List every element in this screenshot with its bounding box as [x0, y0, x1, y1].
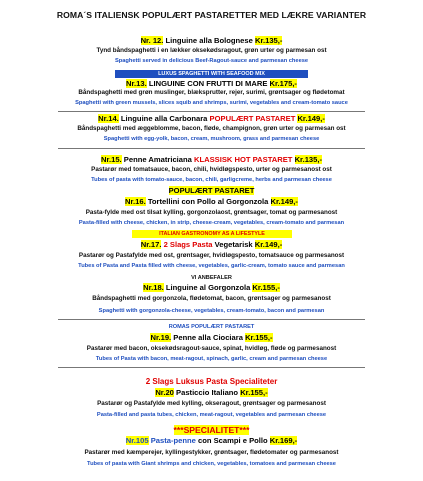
- item-16-banner: POPULÆRT PASTARET: [168, 186, 255, 195]
- item-20-banner: 2 Slags Luksus Pasta Specialiteter: [145, 377, 278, 386]
- item-13-name: LINGUINE CON FRUTTI DI MARE: [148, 79, 268, 88]
- divider: [58, 111, 365, 112]
- item-19-header: [0, 333, 423, 343]
- item-12-description: Tynd båndspaghetti i en lækker oksekødsragout, grøn urter og parmesan ost: [96, 47, 327, 54]
- item-18-banner: VI ANBEFALER: [191, 275, 232, 281]
- item-18-number: Nr.18.: [143, 283, 164, 292]
- item-14-tag: POPULÆRT PASTARET: [209, 114, 296, 123]
- item-20-description: Pastarør og Pastafylde med kylling, okseragout, grøntsager og parmesanost: [97, 400, 326, 407]
- item-20-name: Pasticcio Italiano: [176, 388, 239, 397]
- item-17-name-2: Vegetarisk: [214, 240, 253, 249]
- item-18-header: [0, 283, 423, 293]
- item-16-description: Pasta-fylde med ost tilsat kylling, gorgonzolaost, grøntsager, tomat og parmesanost: [85, 209, 338, 216]
- item-12-name: Linguine alla Bolognese: [165, 36, 253, 45]
- item-14-description: Båndspaghetti med æggeblomme, bacon, fløde, champignon, grøn urter og parmesan ost: [77, 125, 346, 132]
- item-18-description: Båndspaghetti med gorgonzola, flødetomat, bacon, grøntsager og parmesanost: [92, 295, 331, 302]
- item-15-price: Kr.135,-: [294, 155, 323, 164]
- item-19-name: Penne alla Ciociara: [173, 333, 243, 342]
- item-105-banner-line: [0, 424, 423, 435]
- item-105-number: Nr.105: [125, 436, 149, 445]
- item-17-name: 2 Slags Pasta: [163, 240, 213, 249]
- divider: [58, 367, 365, 368]
- item-14-price: Kr.149,-: [297, 114, 325, 123]
- item-17-banner: ITALIAN GASTRONOMY AS A LIFESTYLE: [132, 230, 292, 238]
- item-105-name: Pasta-penne: [150, 436, 196, 445]
- item-14-english: Spaghetti with egg-yolk, bacon, cream, mushroom, grass and parmesan cheese: [103, 136, 320, 142]
- item-19-price: Kr.155,-: [245, 333, 273, 342]
- item-14-number: Nr.14.: [98, 114, 119, 123]
- item-13-price: Kr.175,-: [269, 79, 297, 88]
- item-19-description: Pastarør med bacon, oksekødsragout-sauce, spinat, hvidløg, fløde og parmesanost: [86, 345, 337, 352]
- item-18-english: Spaghetti with gorgonzola-cheese, vegetables, cream-tomato, bacon and parmesan: [98, 308, 325, 314]
- item-16-name: Tortellini con Pollo al Gorgonzola: [147, 197, 269, 206]
- item-105-name-2: con Scampi e Pollo: [198, 436, 268, 445]
- item-18-price: Kr.155,-: [252, 283, 280, 292]
- item-15-number: Nr.15.: [100, 155, 122, 164]
- item-13-description: Båndspaghetti med grøn muslinger, blæksprutter, rejer, surimi, grøntsager og flødetomat: [78, 89, 345, 96]
- item-12-english: Spaghetti served in delicious Beef-Ragout-sauce and parmesan cheese: [114, 58, 309, 64]
- item-14-name: Linguine alla Carbonara: [120, 114, 208, 123]
- item-16-price: Kr.149,-: [270, 197, 298, 206]
- item-20-english: Pasta-filled and pasta tubes, chicken, meat-ragout, vegetables and parmesan cheese: [96, 412, 327, 418]
- item-13-number: Nr.13.: [126, 79, 147, 88]
- item-20-price: Kr.155,-: [240, 388, 268, 397]
- item-16-english: Pasta-filled with cheese, chicken, in strip, cheese-cream, vegetables, cream-tomato and parmesan: [78, 220, 345, 226]
- item-105-banner: ***SPECIALITET***: [173, 425, 250, 435]
- item-19-banner: ROMAS POPULÆRT PASTARET: [168, 324, 255, 330]
- item-19-english: Tubes of Pasta with bacon, meat-ragout, spinach, garlic, cream and parmesan cheese: [95, 356, 328, 362]
- item-12-price: Kr.135,-: [254, 36, 283, 45]
- item-20-number: Nr.20: [155, 388, 174, 397]
- item-15-header: [0, 155, 423, 165]
- item-12-header: [0, 36, 423, 46]
- item-17-price: Kr.149,-: [254, 240, 283, 249]
- item-13-banner: LUXUS SPAGHETTI WITH SEAFOOD MIX: [115, 70, 308, 78]
- item-16-header: [0, 197, 423, 207]
- item-15-description: Pastarør med tomatsauce, bacon, chili, hvidløgspesto, urter og parmesanost ost: [91, 166, 332, 173]
- item-105-price: Kr.169,-: [269, 436, 298, 445]
- item-13-english: Spaghetti with green mussels, slices squib and shrimps, surimi, vegetables and cream-tomato sauce: [75, 100, 348, 106]
- item-15-tag: KLASSISK HOT PASTARET: [194, 155, 293, 164]
- item-16-banner-line: [0, 186, 423, 196]
- item-15-english: Tubes of pasta with tomato-sauce, bacon, chili, garligcreme, herbs and parmesan cheese: [91, 177, 332, 183]
- item-17-header: [0, 240, 423, 250]
- divider: [58, 319, 365, 320]
- item-18-name: Linguine al Gorgonzola: [165, 283, 251, 292]
- item-14-header: [0, 114, 423, 124]
- item-105-english: Tubes of pasta with Giant shrimps and chicken, vegetables, tomatoes and parmesan cheese: [87, 461, 336, 467]
- item-12-number: Nr. 12.: [140, 36, 164, 45]
- item-17-english: Tubes of Pasta and Pasta filled with cheese, vegetables, garlic-cream, tomato sauce and parmesan: [78, 263, 345, 269]
- page-title: ROMA´S ITALIENSK POPULÆRT PASTARETTER MED LÆKRE VARIANTER: [56, 10, 367, 20]
- item-105-description: Pastarør med kæmperejer, kyllingestykker, grøntsager, flødetomater og parmesanost: [84, 449, 339, 456]
- item-17-description: Pastarør og Pastafylde med ost, grøntsager, hvidløgspesto, tomatsauce og parmesanost: [78, 252, 345, 259]
- item-20-header: [0, 388, 423, 398]
- item-16-number: Nr.16.: [125, 197, 146, 206]
- item-17-number: Nr.17.: [140, 240, 162, 249]
- item-105-header: [0, 436, 423, 446]
- item-15-name: Penne Amatriciana: [123, 155, 192, 164]
- item-19-number: Nr.19.: [150, 333, 172, 342]
- divider: [58, 148, 365, 149]
